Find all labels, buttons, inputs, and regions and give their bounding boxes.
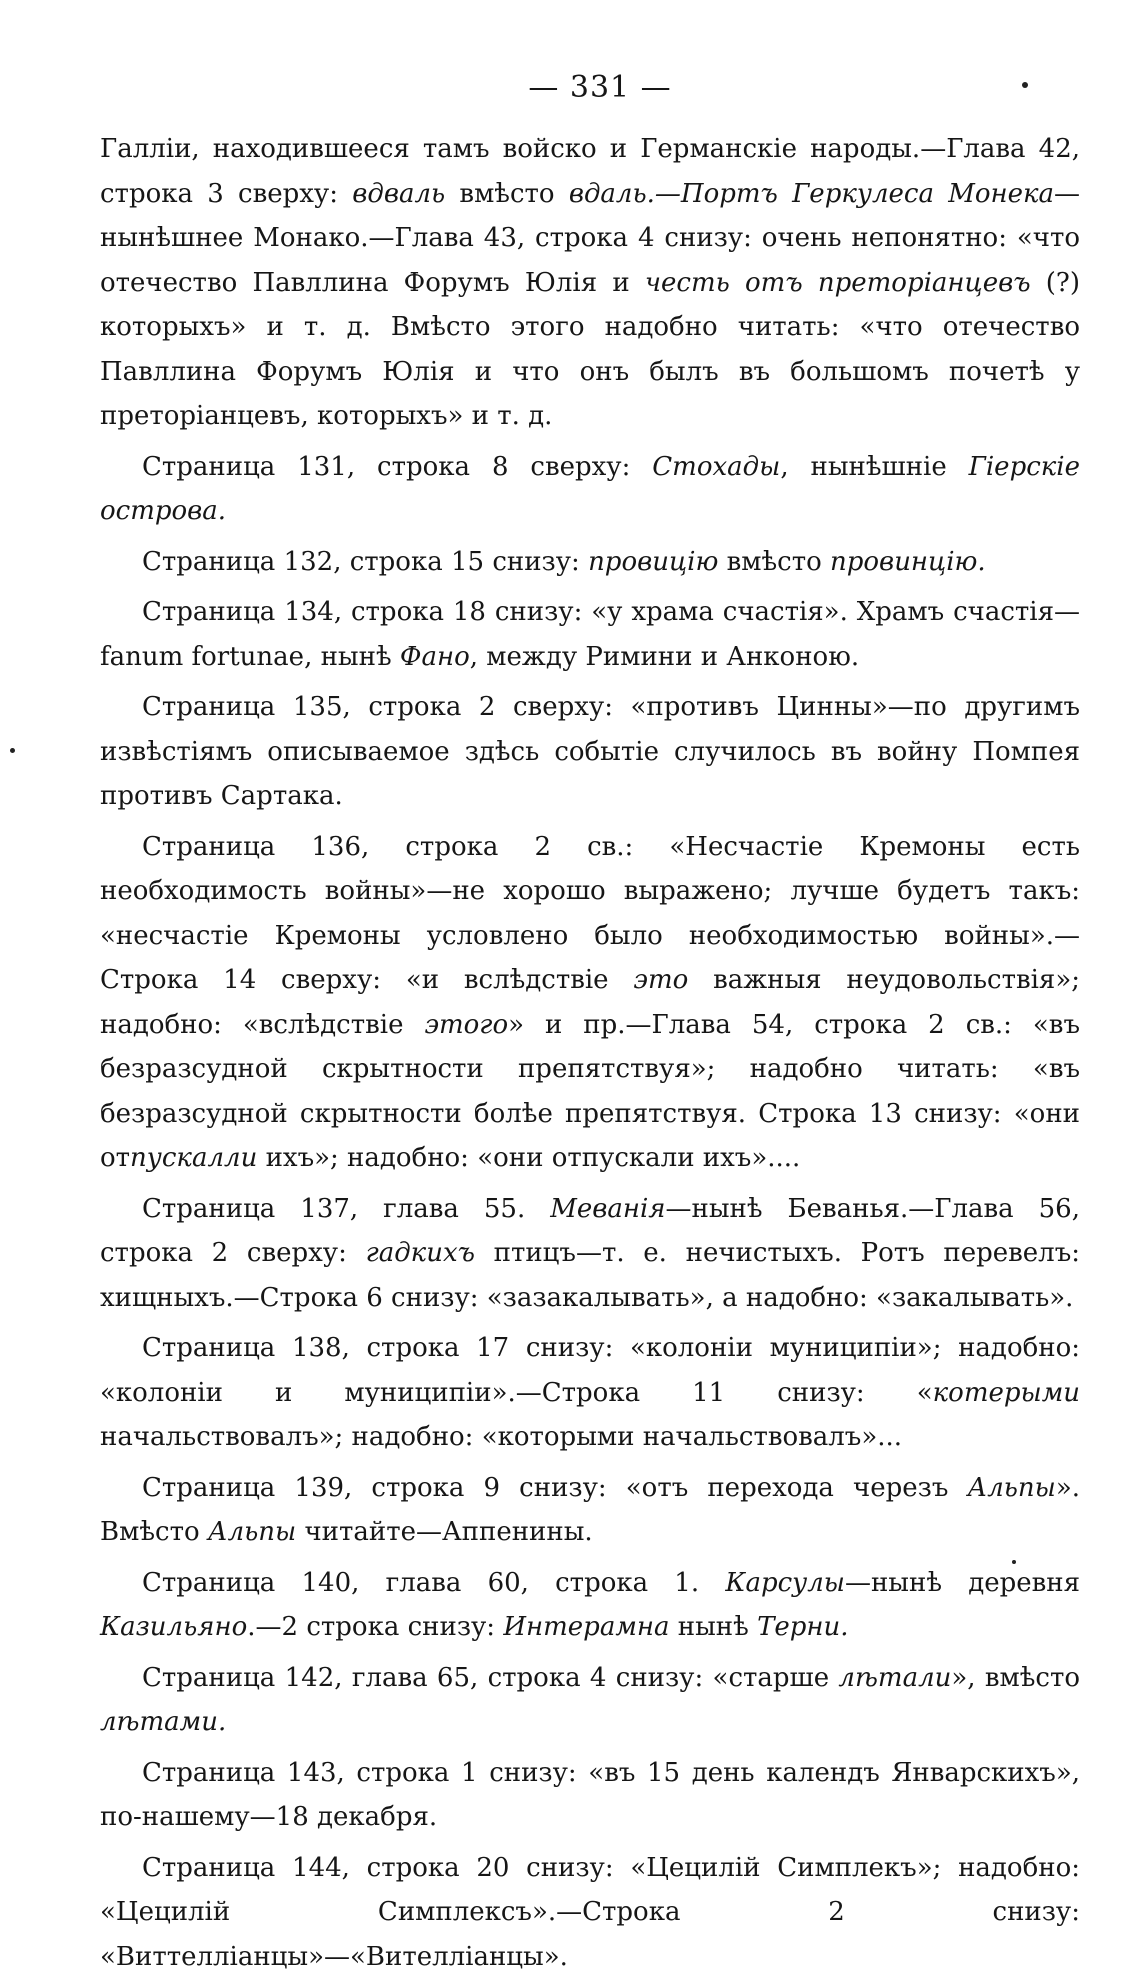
italic-run: Казильяно [100,1612,247,1642]
text-run: Страница 136, строка 2 св.: «Несчастіе Кремоны есть необходимость войны»—не хорошо выражено; лучше будетъ такъ: «несчастіе Кремоны условлено было необходимостью войны».—Строка 14 сверху: «и вслѣдствіе [100,832,1080,996]
text-run: Страница 142, глава 65, строка 4 снизу: «старше [142,1663,838,1693]
text-run: Страница 134, строка 18 снизу: «у храма счастія». Храмъ счастія— fanum fortunae, нынѣ [100,597,1080,672]
italic-run: это [633,965,688,995]
paragraph [100,590,1080,679]
paragraph [100,685,1080,819]
italic-run: пускалли [130,1143,257,1173]
text-run: », вмѣсто [951,1663,1080,1693]
text-run: вмѣсто [718,547,830,577]
ink-speck [1012,1560,1016,1564]
paragraph [100,1656,1080,1745]
paragraph [100,1326,1080,1460]
paragraph [100,445,1080,534]
text-run: ихъ»; надобно: «они отпускали ихъ».... [257,1143,800,1173]
text-run: читайте—Аппенины. [296,1517,592,1547]
text-run: Страница 131, строка 8 сверху: [142,452,652,482]
text-run: Страница 135, строка 2 сверху: «противъ Цинны»—по другимъ извѣстіямъ описываемое здѣсь событіе случилось въ войну Помпея противъ Сартака. [100,692,1080,811]
italic-run: лѣтали [838,1663,951,1693]
italic-run: Терни. [757,1612,849,1642]
italic-run: провинцію. [830,547,986,577]
text-run: Страница 140, глава 60, строка 1. [142,1568,725,1598]
text-run: .—2 строка снизу: [247,1612,503,1642]
text-run: , нынѣшніе [780,452,968,482]
text-run: (?) которыхъ» и т. д. Вмѣсто этого надобно читать: «что отечество Павллина Форумъ Юлія и что онъ былъ въ большомъ почетѣ у преторіанцевъ, которыхъ» и т. д. [100,268,1080,432]
text-run: —нынѣ Беванья.—Глава 56, строка 2 сверху: [100,1194,1080,1269]
text-run: , между Римини и Анконою. [470,642,859,672]
italic-run: этого [424,1010,508,1040]
ink-speck [1022,82,1028,88]
italic-run: Фано [400,642,470,672]
italic-run: котерыми [933,1378,1080,1408]
text-run: Страница 143, строка 1 снизу: «въ 15 день календъ Январскихъ», по-нашему—18 декабря. [100,1758,1080,1833]
italic-run: Гіерскіе острова. [100,452,1080,527]
italic-run: гадкихъ [366,1238,475,1268]
paragraph [100,1561,1080,1650]
text-run: Страница 144, строка 20 снизу: «Цецилій Симплекъ»; надобно: «Цецилій Симплексъ».—Строка 2 снизу: «Виттелліанцы»—«Вителліанцы». [100,1853,1080,1972]
italic-run: Интерамна [503,1612,669,1642]
ink-speck [10,748,15,753]
text-run: —нынѣ деревня [845,1568,1080,1598]
paragraph [100,540,1080,585]
italic-run: лѣтами. [100,1707,226,1737]
text-run: важныя неудовольствія»; надобно: «вслѣдствіе [100,965,1080,1040]
text-run: Галліи, находившееся тамъ войско и Германскіе народы.—Глава 42, строка 3 сверху: [100,134,1080,209]
text-run: начальствовалъ»; надобно: «которыми начальствовалъ»... [100,1422,902,1452]
italic-run: вдаль.—Портъ Геркулеса Монека [569,179,1054,209]
page-text [100,127,1080,1979]
text-run: Страница 139, строка 9 снизу: «отъ перехода черезъ [142,1473,968,1503]
italic-run: Карсулы [725,1568,845,1598]
text-run: вмѣсто [445,179,569,209]
text-run: Страница 137, глава 55. [142,1194,550,1224]
italic-run: вдваль [352,179,445,209]
text-run: птицъ—т. е. нечистыхъ. Ротъ перевелъ: хищныхъ.—Строка 6 снизу: «зазакалывать», а надобно: «закалывать». [100,1238,1080,1313]
text-run: нынѣ [670,1612,758,1642]
text-run: —нынѣшнее Монако.—Глава 43, строка 4 снизу: очень непонятно: «что отечество Павллина Форумъ Юлія и [100,179,1080,298]
text-run: Страница 138, строка 17 снизу: «колоніи муниципіи»; надобно: «колоніи и муниципіи».—Строка 11 снизу: « [100,1333,1080,1408]
text-run: ». Вмѣсто [100,1473,1080,1548]
italic-run: провицію [588,547,718,577]
text-run: » и пр.—Глава 54, строка 2 св.: «въ безразсудной скрытности препятствуя»; надобно читать: «въ безразсудной скрытности болѣе препятствуя. Строка 13 снизу: «они от [100,1010,1080,1174]
paragraph [100,1466,1080,1555]
paragraph [100,1751,1080,1840]
paragraph [100,1187,1080,1321]
paragraph [100,1846,1080,1979]
italic-run: Альпы [968,1473,1056,1503]
page-number: — 331 — [100,70,1080,105]
paragraph [100,825,1080,1181]
italic-run: Стохады [652,452,780,482]
paragraph [100,127,1080,439]
text-run: Страница 132, строка 15 снизу: [142,547,588,577]
italic-run: Меванія [550,1194,665,1224]
italic-run: честь отъ преторіанцевъ [645,268,1031,298]
italic-run: Альпы [208,1517,296,1547]
